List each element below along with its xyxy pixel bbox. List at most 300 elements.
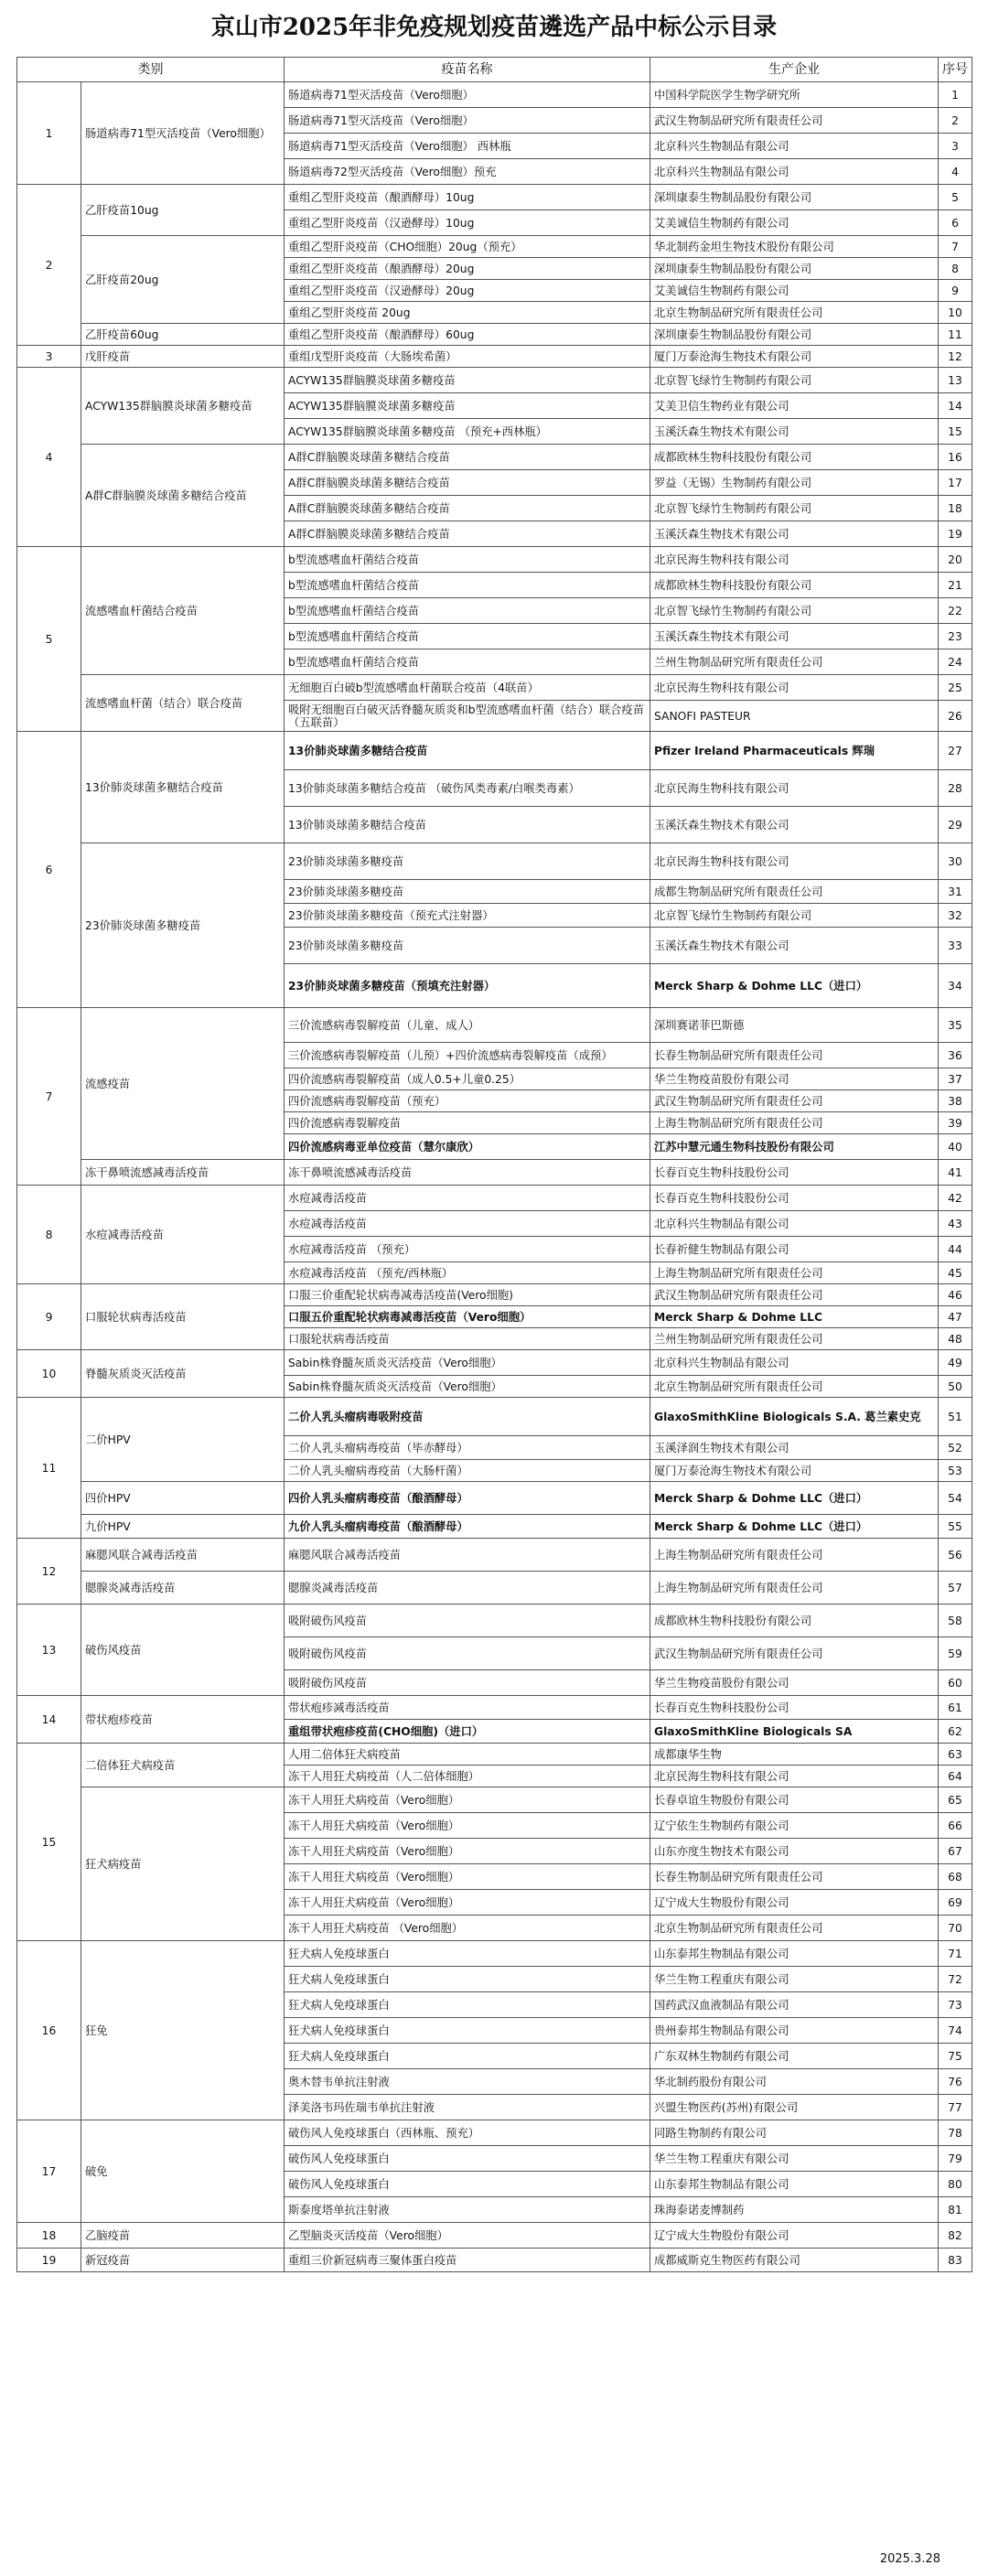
vaccine-name-cell: 水痘减毒活疫苗 （预充/西林瓶）	[285, 1262, 650, 1284]
vaccine-name-cell: 无细胞百白破b型流感嗜血杆菌联合疫苗（4联苗）	[285, 675, 650, 701]
manufacturer-cell: 长春百克生物科技股份公司	[650, 1160, 939, 1186]
serial-number-cell: 14	[939, 393, 972, 419]
vaccine-name-cell: 二价人乳头瘤病毒疫苗（毕赤酵母）	[285, 1436, 650, 1460]
serial-number-cell: 74	[939, 2018, 972, 2044]
vaccine-name-cell: 13价肺炎球菌多糖结合疫苗	[285, 807, 650, 843]
serial-number-cell: 3	[939, 134, 972, 159]
table-row	[17, 1605, 972, 1637]
vaccine-name-cell: 冻干人用狂犬病疫苗（Vero细胞）	[285, 1787, 650, 1813]
manufacturer-cell: 山东亦度生物技术有限公司	[650, 1839, 939, 1864]
manufacturer-cell: 上海生物制品研究所有限责任公司	[650, 1572, 939, 1605]
vaccine-name-cell: b型流感嗜血杆菌结合疫苗	[285, 573, 650, 598]
serial-number-cell: 8	[939, 258, 972, 280]
manufacturer-cell: 深圳康泰生物制品股份有限公司	[650, 324, 939, 346]
serial-number-cell: 9	[939, 280, 972, 302]
manufacturer-cell: 北京生物制品研究所有限责任公司	[650, 302, 939, 324]
manufacturer-cell: 北京民海生物科技有限公司	[650, 1766, 939, 1787]
manufacturer-cell: 成都生物制品研究所有限责任公司	[650, 880, 939, 904]
table-row	[17, 1284, 972, 1306]
vaccine-name-cell: ACYW135群脑膜炎球菌多糖疫苗 （预充+西林瓶）	[285, 419, 650, 445]
serial-number-cell: 73	[939, 1992, 972, 2018]
serial-number-cell: 57	[939, 1572, 972, 1605]
manufacturer-cell: 华兰生物工程重庆有限公司	[650, 1967, 939, 1992]
manufacturer-cell: 成都欧林生物科技股份有限公司	[650, 573, 939, 598]
vaccine-name-cell: 冻干人用狂犬病疫苗（Vero细胞）	[285, 1890, 650, 1916]
manufacturer-cell: 山东泰邦生物制品有限公司	[650, 2172, 939, 2197]
table-row	[17, 732, 972, 770]
table-row	[17, 236, 972, 258]
manufacturer-cell: 江苏中慧元通生物科技股份有限公司	[650, 1134, 939, 1160]
vaccine-name-cell: 三价流感病毒裂解疫苗（儿预）+四价流感病毒裂解疫苗（成预）	[285, 1043, 650, 1068]
serial-number-cell: 21	[939, 573, 972, 598]
serial-number-cell: 43	[939, 1211, 972, 1237]
serial-number-cell: 29	[939, 807, 972, 843]
vaccine-name-cell: Sabin株脊髓灰质炎灭活疫苗（Vero细胞）	[285, 1350, 650, 1376]
manufacturer-cell: 长春卓谊生物股份有限公司	[650, 1787, 939, 1813]
vaccine-name-cell: 重组乙型肝炎疫苗（酿酒酵母）10ug	[285, 185, 650, 210]
table-row	[17, 2249, 972, 2272]
manufacturer-cell: Merck Sharp & Dohme LLC（进口）	[650, 964, 939, 1008]
serial-number-cell: 12	[939, 346, 972, 368]
category-cell: 四价HPV	[81, 1482, 285, 1515]
category-cell: 肠道病毒71型灭活疫苗（Vero细胞）	[81, 82, 285, 185]
group-number-cell: 7	[17, 1008, 81, 1186]
manufacturer-cell: 北京科兴生物制品有限公司	[650, 1350, 939, 1376]
vaccine-name-cell: 人用二倍体狂犬病疫苗	[285, 1744, 650, 1766]
serial-number-cell: 27	[939, 732, 972, 770]
table-row	[17, 324, 972, 346]
manufacturer-cell: 北京民海生物科技有限公司	[650, 547, 939, 573]
manufacturer-cell: 北京科兴生物制品有限公司	[650, 1211, 939, 1237]
vaccine-name-cell: 冻干鼻喷流感减毒活疫苗	[285, 1160, 650, 1186]
table-row	[17, 1008, 972, 1043]
manufacturer-cell: 艾美诚信生物制药有限公司	[650, 210, 939, 236]
category-cell: ACYW135群脑膜炎球菌多糖疫苗	[81, 368, 285, 445]
table-row	[17, 1350, 972, 1376]
manufacturer-cell: 玉溪泽润生物技术有限公司	[650, 1436, 939, 1460]
vaccine-name-cell: 四价流感病毒亚单位疫苗（慧尔康欣）	[285, 1134, 650, 1160]
group-number-cell: 5	[17, 547, 81, 732]
serial-number-cell: 34	[939, 964, 972, 1008]
category-cell: 口服轮状病毒活疫苗	[81, 1284, 285, 1350]
manufacturer-cell: 深圳康泰生物制品股份有限公司	[650, 258, 939, 280]
category-cell: 流感嗜血杆菌（结合）联合疫苗	[81, 675, 285, 732]
vaccine-name-cell: 四价流感病毒裂解疫苗（成人0.5+儿童0.25）	[285, 1068, 650, 1090]
header-vaccine-name: 疫苗名称	[285, 58, 650, 82]
serial-number-cell: 53	[939, 1460, 972, 1482]
serial-number-cell: 83	[939, 2249, 972, 2272]
manufacturer-cell: GlaxoSmithKline Biologicals SA	[650, 1720, 939, 1744]
manufacturer-cell: 武汉生物制品研究所有限责任公司	[650, 1090, 939, 1112]
category-cell: A群C群脑膜炎球菌多糖结合疫苗	[81, 445, 285, 547]
manufacturer-cell: 北京生物制品研究所有限责任公司	[650, 1916, 939, 1941]
group-number-cell: 8	[17, 1186, 81, 1284]
serial-number-cell: 55	[939, 1515, 972, 1539]
serial-number-cell: 66	[939, 1813, 972, 1839]
manufacturer-cell: 北京智飞绿竹生物制药有限公司	[650, 904, 939, 928]
manufacturer-cell: 艾美卫信生物药业有限公司	[650, 393, 939, 419]
group-number-cell: 14	[17, 1696, 81, 1744]
manufacturer-cell: 成都康华生物	[650, 1744, 939, 1766]
table-row	[17, 1787, 972, 1813]
vaccine-name-cell: 狂犬病人免疫球蛋白	[285, 1967, 650, 1992]
manufacturer-cell: 玉溪沃森生物技术有限公司	[650, 419, 939, 445]
serial-number-cell: 47	[939, 1306, 972, 1328]
vaccine-name-cell: 水痘减毒活疫苗	[285, 1211, 650, 1237]
serial-number-cell: 54	[939, 1482, 972, 1515]
table-row	[17, 185, 972, 210]
table-row	[17, 445, 972, 470]
serial-number-cell: 13	[939, 368, 972, 393]
category-cell: 脊髓灰质炎灭活疫苗	[81, 1350, 285, 1398]
serial-number-cell: 19	[939, 521, 972, 547]
vaccine-name-cell: 冻干人用狂犬病疫苗（Vero细胞）	[285, 1813, 650, 1839]
serial-number-cell: 44	[939, 1237, 972, 1262]
group-number-cell: 2	[17, 185, 81, 346]
category-cell: 腮腺炎减毒活疫苗	[81, 1572, 285, 1605]
manufacturer-cell: 长春百克生物科技股份公司	[650, 1696, 939, 1720]
vaccine-name-cell: A群C群脑膜炎球菌多糖结合疫苗	[285, 496, 650, 521]
serial-number-cell: 31	[939, 880, 972, 904]
category-cell: 流感嗜血杆菌结合疫苗	[81, 547, 285, 675]
serial-number-cell: 80	[939, 2172, 972, 2197]
vaccine-name-cell: 三价流感病毒裂解疫苗（儿童、成人）	[285, 1008, 650, 1043]
table-row	[17, 1160, 972, 1186]
table-row	[17, 2223, 972, 2249]
table-row	[17, 675, 972, 701]
vaccine-name-cell: ACYW135群脑膜炎球菌多糖疫苗	[285, 393, 650, 419]
group-number-cell: 3	[17, 346, 81, 368]
category-cell: 带状疱疹疫苗	[81, 1696, 285, 1744]
vaccine-table	[16, 57, 972, 2272]
page-title: 京山市2025年非免疫规划疫苗遴选产品中标公示目录	[210, 14, 778, 41]
serial-number-cell: 42	[939, 1186, 972, 1211]
serial-number-cell: 75	[939, 2044, 972, 2069]
table-row	[17, 1744, 972, 1766]
vaccine-name-cell: ACYW135群脑膜炎球菌多糖疫苗	[285, 368, 650, 393]
vaccine-name-cell: 冻干人用狂犬病疫苗 （Vero细胞）	[285, 1916, 650, 1941]
manufacturer-cell: 北京科兴生物制品有限公司	[650, 159, 939, 185]
serial-number-cell: 6	[939, 210, 972, 236]
serial-number-cell: 52	[939, 1436, 972, 1460]
category-cell: 水痘减毒活疫苗	[81, 1186, 285, 1284]
manufacturer-cell: 武汉生物制品研究所有限责任公司	[650, 1637, 939, 1670]
table-row	[17, 1515, 972, 1539]
vaccine-name-cell: 四价流感病毒裂解疫苗	[285, 1112, 650, 1134]
vaccine-name-cell: 吸附无细胞百白破灭活脊髓灰质炎和b型流感嗜血杆菌（结合）联合疫苗（五联苗）	[285, 701, 650, 732]
manufacturer-cell: GlaxoSmithKline Biologicals S.A. 葛兰素史克	[650, 1398, 939, 1436]
vaccine-name-cell: 狂犬病人免疫球蛋白	[285, 2044, 650, 2069]
serial-number-cell: 76	[939, 2069, 972, 2095]
manufacturer-cell: 辽宁依生生物制药有限公司	[650, 1813, 939, 1839]
vaccine-name-cell: b型流感嗜血杆菌结合疫苗	[285, 598, 650, 624]
serial-number-cell: 48	[939, 1328, 972, 1350]
header-manufacturer: 生产企业	[650, 58, 939, 82]
vaccine-name-cell: 四价人乳头瘤病毒疫苗（酿酒酵母）	[285, 1482, 650, 1515]
table-row	[17, 1696, 972, 1720]
serial-number-cell: 64	[939, 1766, 972, 1787]
vaccine-name-cell: 肠道病毒71型灭活疫苗（Vero细胞）	[285, 82, 650, 108]
table-row	[17, 843, 972, 880]
manufacturer-cell: 辽宁成大生物股份有限公司	[650, 2223, 939, 2249]
serial-number-cell: 50	[939, 1376, 972, 1398]
vaccine-name-cell: 四价流感病毒裂解疫苗（预充）	[285, 1090, 650, 1112]
vaccine-name-cell: 23价肺炎球菌多糖疫苗	[285, 880, 650, 904]
manufacturer-cell: 北京科兴生物制品有限公司	[650, 134, 939, 159]
manufacturer-cell: 华北制药股份有限公司	[650, 2069, 939, 2095]
manufacturer-cell: 长春百克生物科技股份公司	[650, 1186, 939, 1211]
vaccine-name-cell: 二价人乳头瘤病毒疫苗（大肠杆菌）	[285, 1460, 650, 1482]
vaccine-name-cell: 破伤风人免疫球蛋白	[285, 2146, 650, 2172]
vaccine-name-cell: b型流感嗜血杆菌结合疫苗	[285, 624, 650, 649]
vaccine-name-cell: 狂犬病人免疫球蛋白	[285, 2018, 650, 2044]
category-cell: 新冠疫苗	[81, 2249, 285, 2272]
serial-number-cell: 70	[939, 1916, 972, 1941]
table-row	[17, 368, 972, 393]
vaccine-name-cell: 带状疱疹减毒活疫苗	[285, 1696, 650, 1720]
header-row	[17, 58, 972, 82]
serial-number-cell: 67	[939, 1839, 972, 1864]
category-cell: 乙肝疫苗60ug	[81, 324, 285, 346]
vaccine-name-cell: 23价肺炎球菌多糖疫苗	[285, 843, 650, 880]
vaccine-name-cell: A群C群脑膜炎球菌多糖结合疫苗	[285, 445, 650, 470]
group-number-cell: 9	[17, 1284, 81, 1350]
manufacturer-cell: 上海生物制品研究所有限责任公司	[650, 1112, 939, 1134]
footer-date: 2025.3.28	[879, 2552, 940, 2566]
serial-number-cell: 45	[939, 1262, 972, 1284]
serial-number-cell: 11	[939, 324, 972, 346]
vaccine-name-cell: 口服轮状病毒活疫苗	[285, 1328, 650, 1350]
vaccine-name-cell: b型流感嗜血杆菌结合疫苗	[285, 547, 650, 573]
manufacturer-cell: 华兰生物疫苗股份有限公司	[650, 1670, 939, 1696]
manufacturer-cell: 北京民海生物科技有限公司	[650, 770, 939, 807]
group-number-cell: 6	[17, 732, 81, 1008]
vaccine-name-cell: 13价肺炎球菌多糖结合疫苗 （破伤风类毒素/白喉类毒素）	[285, 770, 650, 807]
serial-number-cell: 1	[939, 82, 972, 108]
vaccine-name-cell: A群C群脑膜炎球菌多糖结合疫苗	[285, 470, 650, 496]
vaccine-name-cell: 奥木替韦单抗注射液	[285, 2069, 650, 2095]
vaccine-name-cell: 重组乙型肝炎疫苗（酿酒酵母）60ug	[285, 324, 650, 346]
vaccine-name-cell: 麻腮风联合减毒活疫苗	[285, 1539, 650, 1572]
vaccine-name-cell: 破伤风人免疫球蛋白（西林瓶、预充）	[285, 2120, 650, 2146]
vaccine-name-cell: 重组乙型肝炎疫苗（酿酒酵母）20ug	[285, 258, 650, 280]
vaccine-name-cell: 狂犬病人免疫球蛋白	[285, 1941, 650, 1967]
manufacturer-cell: 珠海泰诺麦博制药	[650, 2197, 939, 2223]
category-cell: 冻干鼻喷流感减毒活疫苗	[81, 1160, 285, 1186]
vaccine-name-cell: 冻干人用狂犬病疫苗（人二倍体细胞）	[285, 1766, 650, 1787]
manufacturer-cell: 北京智飞绿竹生物制药有限公司	[650, 598, 939, 624]
vaccine-name-cell: 肠道病毒71型灭活疫苗（Vero细胞） 西林瓶	[285, 134, 650, 159]
vaccine-name-cell: 重组乙型肝炎疫苗（CHO细胞）20ug（预充）	[285, 236, 650, 258]
table-row	[17, 82, 972, 108]
serial-number-cell: 78	[939, 2120, 972, 2146]
group-number-cell: 16	[17, 1941, 81, 2120]
vaccine-name-cell: 破伤风人免疫球蛋白	[285, 2172, 650, 2197]
serial-number-cell: 30	[939, 843, 972, 880]
manufacturer-cell: 上海生物制品研究所有限责任公司	[650, 1262, 939, 1284]
manufacturer-cell: 长春祈健生物制品有限公司	[650, 1237, 939, 1262]
manufacturer-cell: 厦门万泰沧海生物技术有限公司	[650, 346, 939, 368]
serial-number-cell: 5	[939, 185, 972, 210]
serial-number-cell: 46	[939, 1284, 972, 1306]
serial-number-cell: 40	[939, 1134, 972, 1160]
vaccine-name-cell: 吸附破伤风疫苗	[285, 1605, 650, 1637]
vaccine-name-cell: 乙型脑炎灭活疫苗（Vero细胞）	[285, 2223, 650, 2249]
manufacturer-cell: 北京生物制品研究所有限责任公司	[650, 1376, 939, 1398]
manufacturer-cell: 玉溪沃森生物技术有限公司	[650, 624, 939, 649]
serial-number-cell: 39	[939, 1112, 972, 1134]
manufacturer-cell: 兰州生物制品研究所有限责任公司	[650, 649, 939, 675]
serial-number-cell: 32	[939, 904, 972, 928]
serial-number-cell: 15	[939, 419, 972, 445]
manufacturer-cell: 辽宁成大生物股份有限公司	[650, 1890, 939, 1916]
vaccine-name-cell: 狂犬病人免疫球蛋白	[285, 1992, 650, 2018]
category-cell: 乙脑疫苗	[81, 2223, 285, 2249]
category-cell: 九价HPV	[81, 1515, 285, 1539]
vaccine-name-cell: 重组三价新冠病毒三聚体蛋白疫苗	[285, 2249, 650, 2272]
category-cell: 二价HPV	[81, 1398, 285, 1482]
category-cell: 狂犬病疫苗	[81, 1787, 285, 1941]
serial-number-cell: 79	[939, 2146, 972, 2172]
vaccine-name-cell: 重组戊型肝炎疫苗（大肠埃希菌）	[285, 346, 650, 368]
vaccine-name-cell: A群C群脑膜炎球菌多糖结合疫苗	[285, 521, 650, 547]
manufacturer-cell: 成都欧林生物科技股份有限公司	[650, 1605, 939, 1637]
group-number-cell: 10	[17, 1350, 81, 1398]
serial-number-cell: 71	[939, 1941, 972, 1967]
serial-number-cell: 61	[939, 1696, 972, 1720]
serial-number-cell: 24	[939, 649, 972, 675]
manufacturer-cell: 北京智飞绿竹生物制药有限公司	[650, 496, 939, 521]
group-number-cell: 19	[17, 2249, 81, 2272]
manufacturer-cell: 武汉生物制品研究所有限责任公司	[650, 108, 939, 134]
serial-number-cell: 25	[939, 675, 972, 701]
category-cell: 破伤风疫苗	[81, 1605, 285, 1696]
serial-number-cell: 69	[939, 1890, 972, 1916]
serial-number-cell: 16	[939, 445, 972, 470]
serial-number-cell: 51	[939, 1398, 972, 1436]
category-cell: 13价肺炎球菌多糖结合疫苗	[81, 732, 285, 843]
serial-number-cell: 10	[939, 302, 972, 324]
vaccine-name-cell: 口服五价重配轮状病毒减毒活疫苗（Vero细胞）	[285, 1306, 650, 1328]
manufacturer-cell: 中国科学院医学生物学研究所	[650, 82, 939, 108]
manufacturer-cell: 山东泰邦生物制品有限公司	[650, 1941, 939, 1967]
category-cell: 二倍体狂犬病疫苗	[81, 1744, 285, 1787]
manufacturer-cell: 玉溪沃森生物技术有限公司	[650, 807, 939, 843]
manufacturer-cell: 上海生物制品研究所有限责任公司	[650, 1539, 939, 1572]
serial-number-cell: 17	[939, 470, 972, 496]
manufacturer-cell: 玉溪沃森生物技术有限公司	[650, 928, 939, 964]
category-cell: 乙肝疫苗20ug	[81, 236, 285, 324]
manufacturer-cell: Merck Sharp & Dohme LLC（进口）	[650, 1515, 939, 1539]
manufacturer-cell: 北京民海生物科技有限公司	[650, 843, 939, 880]
serial-number-cell: 35	[939, 1008, 972, 1043]
serial-number-cell: 65	[939, 1787, 972, 1813]
manufacturer-cell: 北京民海生物科技有限公司	[650, 675, 939, 701]
category-cell: 狂免	[81, 1941, 285, 2120]
serial-number-cell: 49	[939, 1350, 972, 1376]
serial-number-cell: 81	[939, 2197, 972, 2223]
manufacturer-cell: 深圳赛诺菲巴斯德	[650, 1008, 939, 1043]
serial-number-cell: 60	[939, 1670, 972, 1696]
vaccine-name-cell: 重组乙型肝炎疫苗（汉逊酵母）10ug	[285, 210, 650, 236]
group-number-cell: 13	[17, 1605, 81, 1696]
vaccine-name-cell: 23价肺炎球菌多糖疫苗（预充式注射器）	[285, 904, 650, 928]
manufacturer-cell: Pfizer Ireland Pharmaceuticals 辉瑞	[650, 732, 939, 770]
vaccine-name-cell: 吸附破伤风疫苗	[285, 1670, 650, 1696]
manufacturer-cell: 深圳康泰生物制品股份有限公司	[650, 185, 939, 210]
category-cell: 麻腮风联合减毒活疫苗	[81, 1539, 285, 1572]
manufacturer-cell: 同路生物制药有限公司	[650, 2120, 939, 2146]
vaccine-name-cell: 腮腺炎减毒活疫苗	[285, 1572, 650, 1605]
serial-number-cell: 77	[939, 2095, 972, 2120]
serial-number-cell: 2	[939, 108, 972, 134]
serial-number-cell: 68	[939, 1864, 972, 1890]
table-row	[17, 2120, 972, 2146]
group-number-cell: 15	[17, 1744, 81, 1941]
group-number-cell: 1	[17, 82, 81, 185]
serial-number-cell: 72	[939, 1967, 972, 1992]
table-row	[17, 1482, 972, 1515]
manufacturer-cell: Merck Sharp & Dohme LLC	[650, 1306, 939, 1328]
manufacturer-cell: 广东双林生物制药有限公司	[650, 2044, 939, 2069]
category-cell: 流感疫苗	[81, 1008, 285, 1160]
serial-number-cell: 59	[939, 1637, 972, 1670]
vaccine-name-cell: 重组带状疱疹疫苗(CHO细胞)（进口）	[285, 1720, 650, 1744]
vaccine-name-cell: 泽美洛韦玛佐瑞韦单抗注射液	[285, 2095, 650, 2120]
vaccine-name-cell: 二价人乳头瘤病毒吸附疫苗	[285, 1398, 650, 1436]
table-row	[17, 1539, 972, 1572]
vaccine-name-cell: Sabin株脊髓灰质炎灭活疫苗（Vero细胞）	[285, 1376, 650, 1398]
vaccine-name-cell: 23价肺炎球菌多糖疫苗（预填充注射器）	[285, 964, 650, 1008]
table-row	[17, 1941, 972, 1967]
vaccine-name-cell: 重组乙型肝炎疫苗（汉逊酵母）20ug	[285, 280, 650, 302]
manufacturer-cell: 华兰生物工程重庆有限公司	[650, 2146, 939, 2172]
manufacturer-cell: 贵州泰邦生物制品有限公司	[650, 2018, 939, 2044]
vaccine-name-cell: 23价肺炎球菌多糖疫苗	[285, 928, 650, 964]
vaccine-name-cell: 吸附破伤风疫苗	[285, 1637, 650, 1670]
group-number-cell: 12	[17, 1539, 81, 1605]
serial-number-cell: 37	[939, 1068, 972, 1090]
vaccine-name-cell: 口服三价重配轮状病毒减毒活疫苗(Vero细胞)	[285, 1284, 650, 1306]
table-row	[17, 1186, 972, 1211]
table-row	[17, 1572, 972, 1605]
manufacturer-cell: 成都威斯克生物医药有限公司	[650, 2249, 939, 2272]
manufacturer-cell: 厦门万泰沧海生物技术有限公司	[650, 1460, 939, 1482]
manufacturer-cell: 华北制药金坦生物技术股份有限公司	[650, 236, 939, 258]
group-number-cell: 18	[17, 2223, 81, 2249]
manufacturer-cell: 长春生物制品研究所有限责任公司	[650, 1864, 939, 1890]
serial-number-cell: 18	[939, 496, 972, 521]
serial-number-cell: 28	[939, 770, 972, 807]
group-number-cell: 11	[17, 1398, 81, 1539]
group-number-cell: 17	[17, 2120, 81, 2223]
group-number-cell: 4	[17, 368, 81, 547]
manufacturer-cell: SANOFI PASTEUR	[650, 701, 939, 732]
serial-number-cell: 20	[939, 547, 972, 573]
serial-number-cell: 58	[939, 1605, 972, 1637]
vaccine-name-cell: 肠道病毒72型灭活疫苗（Vero细胞）预充	[285, 159, 650, 185]
manufacturer-cell: 北京智飞绿竹生物制药有限公司	[650, 368, 939, 393]
vaccine-name-cell: 冻干人用狂犬病疫苗（Vero细胞）	[285, 1864, 650, 1890]
category-cell: 乙肝疫苗10ug	[81, 185, 285, 236]
serial-number-cell: 56	[939, 1539, 972, 1572]
serial-number-cell: 33	[939, 928, 972, 964]
vaccine-name-cell: 13价肺炎球菌多糖结合疫苗	[285, 732, 650, 770]
serial-number-cell: 38	[939, 1090, 972, 1112]
serial-number-cell: 41	[939, 1160, 972, 1186]
manufacturer-cell: 艾美诚信生物制药有限公司	[650, 280, 939, 302]
manufacturer-cell: 武汉生物制品研究所有限责任公司	[650, 1284, 939, 1306]
